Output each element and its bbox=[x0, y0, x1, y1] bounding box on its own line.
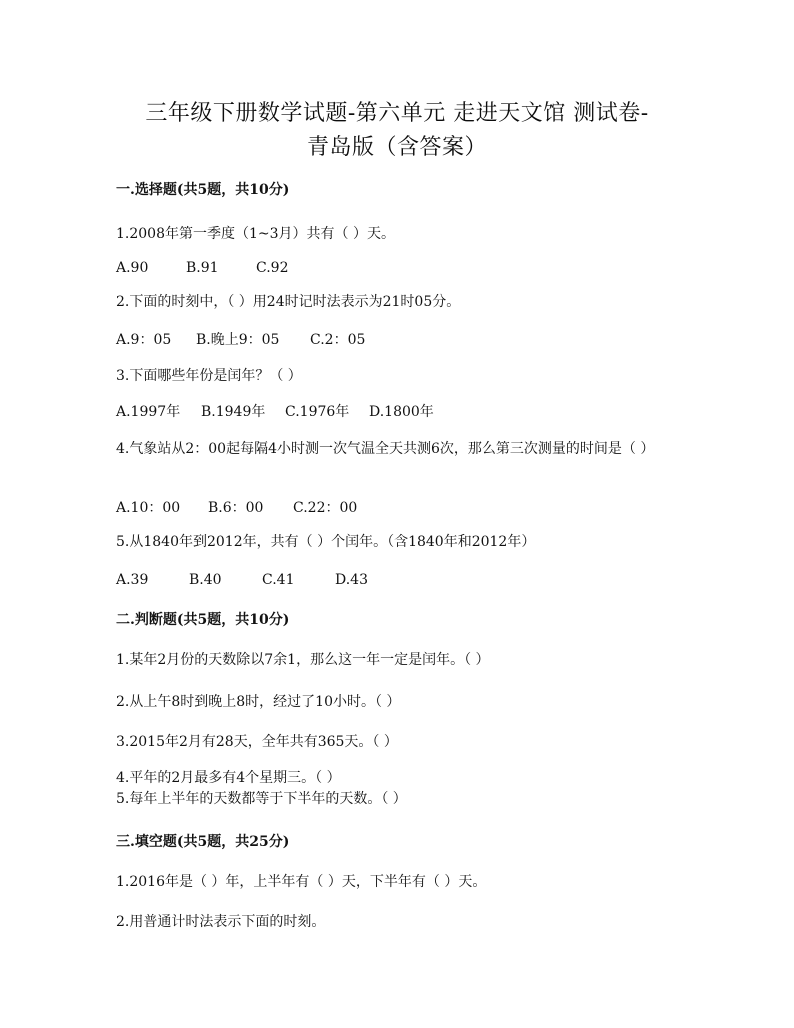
section3-heading: 三.填空题(共5题，共25分) bbox=[116, 834, 290, 850]
option-a: A.39 bbox=[116, 572, 149, 588]
s2-question-5: 5.每年上半年的天数都等于下半年的天数。（ ） bbox=[116, 791, 407, 807]
option-b: B.晚上9：05 bbox=[196, 332, 280, 348]
option-b: B.1949年 bbox=[201, 404, 266, 420]
option-a: A.10：00 bbox=[116, 500, 181, 516]
s1-question-5: 5.从1840年到2012年，共有（ ）个闰年。（含1840年和2012年） bbox=[116, 534, 536, 550]
option-a: A.9：05 bbox=[116, 332, 172, 348]
section1-heading: 一.选择题(共5题，共10分) bbox=[116, 182, 290, 198]
s1-question-2: 2.下面的时刻中，（ ）用24时记时法表示为21时05分。 bbox=[116, 294, 461, 310]
option-a: A.90 bbox=[116, 260, 149, 276]
option-c: C.92 bbox=[256, 260, 289, 276]
option-b: B.91 bbox=[186, 260, 219, 276]
s2-question-2: 2.从上午8时到晚上8时，经过了10小时。（ ） bbox=[116, 694, 401, 710]
s2-question-1: 1.某年2月份的天数除以7余1，那么这一年一定是闰年。（ ） bbox=[116, 652, 490, 668]
option-b: B.40 bbox=[189, 572, 222, 588]
s3-question-1: 1.2016年是（ ）年，上半年有（ ）天，下半年有（ ）天。 bbox=[116, 874, 487, 890]
s1-question-1: 1.2008年第一季度（1~3月）共有（ ）天。 bbox=[116, 226, 395, 242]
section2-heading: 二.判断题(共5题，共10分) bbox=[116, 612, 290, 628]
s2-question-3: 3.2015年2月有28天，全年共有365天。（ ） bbox=[116, 734, 398, 750]
page-title-line2: 青岛版（含答案） bbox=[306, 135, 487, 160]
option-c: C.2：05 bbox=[310, 332, 366, 348]
s2-question-4: 4.平年的2月最多有4个星期三。（ ） bbox=[116, 770, 341, 786]
option-c: C.1976年 bbox=[285, 404, 350, 420]
s1-question-3: 3.下面哪些年份是闰年？（ ） bbox=[116, 368, 302, 384]
option-d: D.1800年 bbox=[369, 404, 434, 420]
option-d: D.43 bbox=[335, 572, 368, 588]
s3-question-2: 2.用普通计时法表示下面的时刻。 bbox=[116, 914, 326, 930]
option-c: C.41 bbox=[262, 572, 295, 588]
option-b: B.6：00 bbox=[208, 500, 264, 516]
page-title-line1: 三年级下册数学试题-第六单元 走进天文馆 测试卷- bbox=[145, 101, 649, 126]
option-a: A.1997年 bbox=[116, 404, 181, 420]
option-c: C.22：00 bbox=[293, 500, 358, 516]
s1-question-4: 4.气象站从2：00起每隔4小时测一次气温全天共测6次，那么第三次测量的时间是（ ） bbox=[116, 441, 655, 457]
